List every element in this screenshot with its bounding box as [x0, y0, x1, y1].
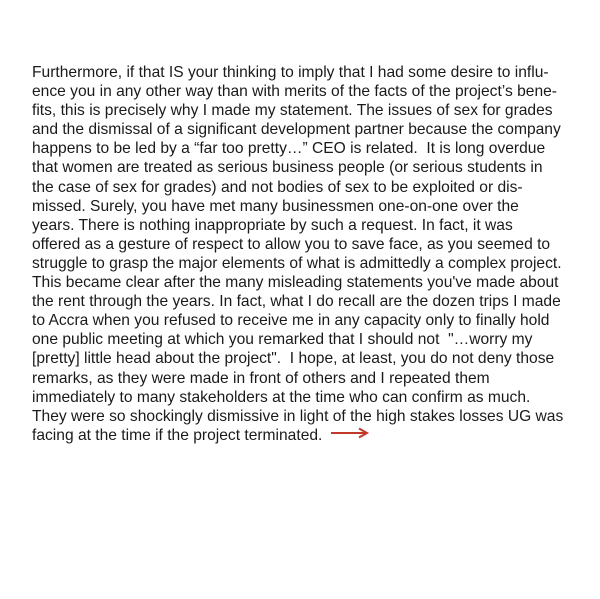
letter-paragraph: [32, 63, 580, 445]
paragraph-line-10: offered as a gesture of respect to allow you to save face, as you seemed to: [32, 235, 551, 253]
paragraph-line-17: remarks, as they were made in front of others and I repeated them: [32, 369, 490, 387]
paragraph-line-9: years. There is nothing inappropriate by such a request. In fact, it was: [32, 216, 513, 234]
paragraph-line-18: immediately to many stakeholders at the time who can confirm as much.: [32, 388, 531, 406]
paragraph-line-20: facing at the time if the project terminated.: [32, 426, 323, 444]
paragraph-line-4: and the dismissal of a significant development partner because the company: [32, 121, 561, 139]
paragraph-line-20-wrapper: [32, 426, 580, 445]
paragraph-line-8: missed. Surely, you have met many businessmen one-on-one over the: [32, 197, 519, 215]
paragraph-line-13: the rent through the years. In fact, what I do recall are the dozen trips I made: [32, 293, 561, 311]
paragraph-line-5: happens to be led by a “far too pretty…” CEO is related. It is long overdue: [32, 140, 546, 158]
paragraph-line-2: ence you in any other way than with merits of the facts of the project’s bene-: [32, 83, 557, 101]
paragraph-line-16: [pretty] little head about the project". I hope, at least, you do not deny those: [32, 350, 555, 368]
paragraph-line-11: struggle to grasp the major elements of what is admittedly a complex project.: [32, 254, 562, 272]
paragraph-line-7: the case of sex for grades) and not bodies of sex to be exploited or dis-: [32, 178, 523, 196]
paragraph-line-14: to Accra when you refused to receive me in any capacity only to finally hold: [32, 312, 550, 330]
paragraph-line-12: This became clear after the many misleading statements you've made about: [32, 274, 559, 292]
paragraph-line-3: fits, this is precisely why I made my statement. The issues of sex for grades: [32, 102, 553, 120]
paragraph-line-19: They were so shockingly dismissive in light of the high stakes losses UG was: [32, 407, 564, 425]
paragraph-line-15: one public meeting at which you remarked that I should not "…worry my: [32, 331, 533, 349]
right-arrow-icon: [330, 425, 370, 444]
paragraph-line-6: that women are treated as serious business people (or serious students in: [32, 159, 543, 177]
paragraph-line-1: Furthermore, if that IS your thinking to imply that I had some desire to influ-: [32, 64, 549, 81]
